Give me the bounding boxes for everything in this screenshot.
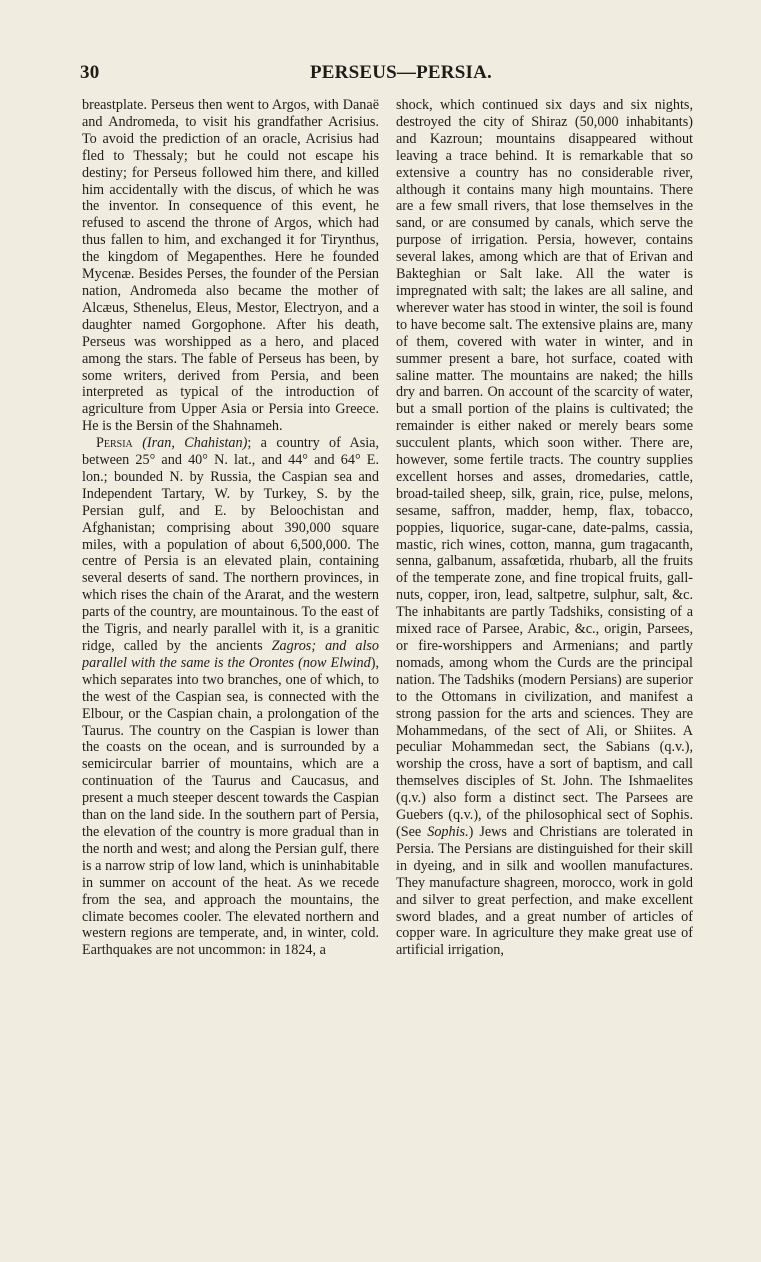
entry-elwind: Elwind: [330, 654, 371, 671]
entry-text-a: ; a country of Asia, between 25° and 40° N. lat., and 44° and 64° E. lon.; bounded N. by Russia, the Caspian sea and Independent Tartary, W. by Turkey, S. by the Persian gulf, and E. by Beloochistan and Afghanistan; comprising about 390,000 square miles, with a population of about 6,500,000. The centre of Persia is an elevated plain, containing several deserts of sand. The northern provinces, in which rises the chain of the Ararat, and the western parts of the country, are mountainous. To the east of the Tigris, and nearly parallel with it, is a granitic ridge, called by the ancients: [82, 435, 379, 654]
right-column: [396, 97, 693, 1217]
page-header: [80, 62, 680, 84]
entry-text-b: ), which separates into two branches, one of which, to the west of the Caspian sea, is connected with the Elbour, or the Caspian chain, a prolongation of the Taurus. The country on the Caspian is lower than the coasts on the ocean, and is surrounded by a semicircular barrier of mountains, which are a continuation of the Taurus and Caucasus, and present a much steeper descent towards the Caspian than on the land side. In the southern part of Persia, the elevation of the country is more gradual than in the north and west; and along the Persian gulf, there is a narrow strip of low land, which is uninhabitable in summer on account of the heat. As we recede from the sea, and approach the mountains, the climate becomes cooler. The elevated northern and western regions are temperate, and, in winter, cold. Earthquakes are not uncommon: in 1824, a: [82, 654, 379, 959]
continued-text-b: ) Jews and Christians are tolerated in Persia. The Persians are distinguished for their skill in dyeing, and in silk and woollen manufactures. They manufacture shagreen, morocco, work in gold and silver to great perfection, and make excellent sword blades, and a great number of articles of copper ware. In agriculture they make great use of artificial irrigation,: [396, 823, 693, 959]
persia-continued-paragraph: [396, 97, 693, 959]
page-number: 30: [80, 62, 100, 83]
continued-text-a: shock, which continued six days and six nights, destroyed the city of Shiraz (50,000 inhabitants) and Kazroun; mountains disappeared without leaving a trace behind. It is remarkable that so extensive a country has no considerable river, although it contains many high mountains. There are a few small rivers, that lose themselves in the sand, or are consumed by canals, which serve the purpose of irrigation. Persia, however, contains several lakes, among which are that of Erivan and Bakteghian or Salt lake. All the water is impregnated with salt; the lakes are all saline, and wherever water has stood in winter, the soil is found to have become salt. The extensive plains are, many of them, covered with water in winter, and in summer present a bare, hot surface, coated with saline matter. The mountains are naked; the hills dry and barren. On account of the scarcity of water, but a small portion of the plains is cultivated; the remainder is either naked or merely bears some succulent plants, which soon wither. There are, however, some fertile tracts. The country supplies excellent horses and asses, dromedaries, cattle, broad-tailed sheep, silk, grain, rice, pulse, melons, sesame, saffron, madder, hemp, flax, tobacco, poppies, liquorice, sugar-cane, date-palms, cassia, mastic, rich wines, cotton, manna, gum tragacanth, senna, galbanum, assafœtida, rhubarb, all the fruits of the temperate zone, and fine tropical fruits, gall-nuts, copper, iron, lead, saltpetre, sulphur, salt, &c. The inhabitants are partly Tadshiks, consisting of a mixed race of Parsee, Arabic, &c., origin, Parsees, or fire-worshippers and Armenians; and partly nomads, among whom the Curds are the principal nation. The Tadshiks (modern Persians) are superior to the Ottomans in civilization, and manifest a strong passion for the arts and sciences. They are Mohammedans, of the sect of Ali, or Shiites. A peculiar Mohammedan sect, the Sabians (q.v.), worship the cross, have a sort of baptism, and call themselves disciples of St. John. The Ishmaelites (q.v.) also form a distinct sect. The Parsees are Guebers (q.v.), of the philosophical sect of Sophis. (See: [396, 97, 693, 840]
entry-zagros: Zagros; and also parallel with the same is the Orontes (now: [82, 638, 379, 671]
running-head: PERSEUS—PERSIA.: [310, 62, 492, 83]
persia-entry-paragraph: [82, 435, 379, 959]
entry-alt-names: (Iran, Chahistan): [142, 435, 248, 452]
cross-reference-sophis: Sophis.: [427, 823, 469, 840]
left-column: [82, 97, 379, 1217]
entry-headword: Persia: [96, 435, 133, 452]
perseus-paragraph: breastplate. Perseus then went to Argos, with Danaë and Andromeda, to visit his grandfather Acrisius. To avoid the prediction of an oracle, Acrisius had fled to Thessaly; but he could not escape his destiny; for Perseus followed him there, and killed him accidentally with the discus, of which he was the inventor. In consequence of this event, he refused to ascend the throne of Argos, which had thus fallen to him, and exchanged it for Tirynthus, the kingdom of Megapenthes. Here he founded Mycenæ. Besides Perses, the founder of the Persian nation, Andromeda also became the mother of Alcæus, Sthenelus, Eleus, Mestor, Electryon, and a daughter named Gorgophone. After his death, Perseus was worshipped as a hero, and placed among the stars. The fable of Perseus has been, by some writers, derived from Persia, and been interpreted as typical of the introduction of agriculture from Upper Asia or Persia into Greece. He is the Bersin of the Shahnameh.: [82, 97, 379, 435]
